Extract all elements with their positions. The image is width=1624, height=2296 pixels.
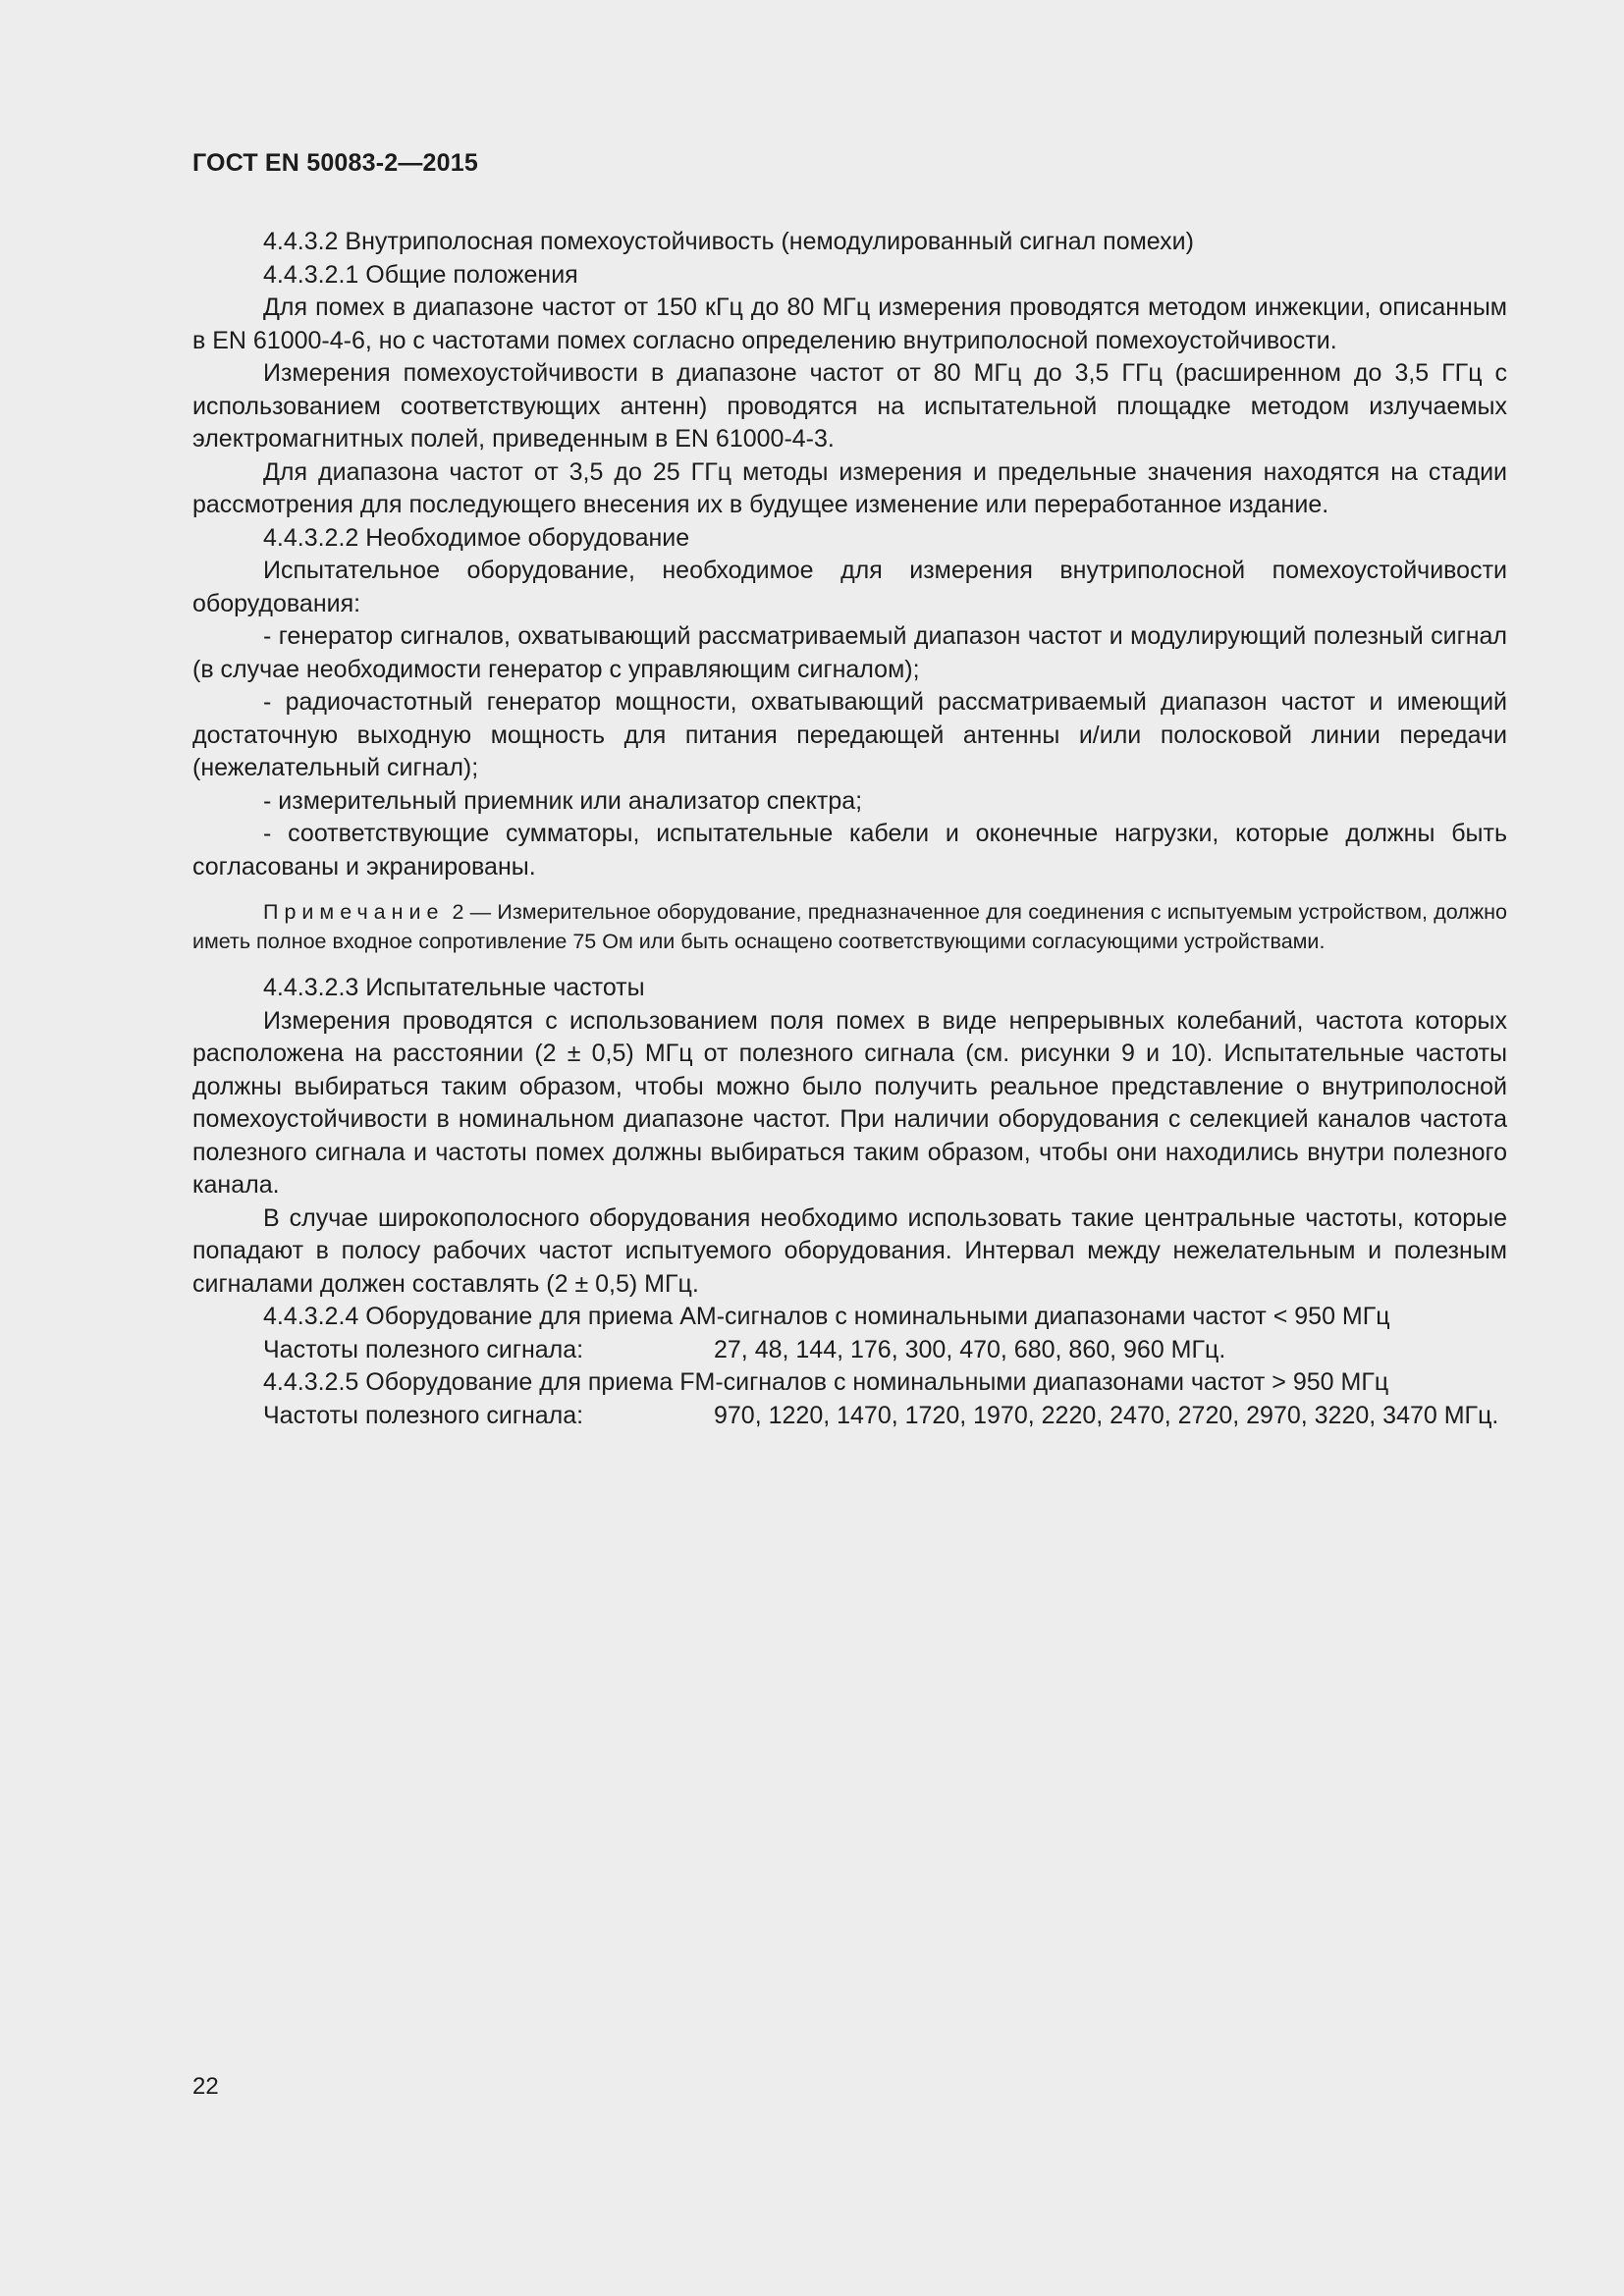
- section-heading-4-4-3-2-1: 4.4.3.2.1 Общие положения: [263, 260, 578, 289]
- list-item-combiners: - соответствующие сумматоры, испытательные кабели и оконечные нагрузки, которые должны быть согласованы и экранированы.: [192, 820, 1507, 881]
- note-block: [192, 897, 1507, 956]
- list-item-signal-generator: - генератор сигналов, охватывающий рассматриваемый диапазон частот и модулирующий полезный сигнал (в случае необходимости генератор с управляющим сигналом);: [192, 622, 1507, 683]
- paragraph-wideband: В случае широкополосного оборудования необходимо использовать такие центральные частоты, которые попадают в полосу рабочих частот испытуемого оборудования. Интервал между нежелательным и полезным сигналами должен составлять (2 ± 0,5) МГц.: [192, 1203, 1507, 1298]
- freq-fm-label: Частоты полезного сигнала:: [263, 1401, 584, 1429]
- list-item-receiver: - измерительный приемник или анализатор спектра;: [263, 786, 863, 815]
- paragraph-test-frequencies: Измерения проводятся с использованием поля помех в виде непрерывных колебаний, частота которых расположена на расстоянии (2 ± 0,5) МГц от полезного сигнала (см. рисунки 9 и 10). Испытательные частоты должны выбираться таким образом, чтобы можно было получить реальное представление о внутриполосной помехоустойчивости в номинальном диапазоне частот. При наличии оборудования с селекцией каналов частота полезного сигнала и частоты помех должны выбираться таким образом, чтобы они находились внутри полезного канала.: [192, 1006, 1507, 1199]
- list-item-power-generator: - радиочастотный генератор мощности, охватывающий рассматриваемый диапазон частот и имеющий достаточную выходную мощность для питания передающей антенны и/или полосковой линии передачи (нежелательный сигнал);: [192, 688, 1507, 781]
- paragraph-radiated-fields: Измерения помехоустойчивости в диапазоне частот от 80 МГц до 3,5 ГГц (расширенном до 3,5 ГГц с использованием соответствующих антенн) проводятся на испытательной площадке методом излучаемых электромагнитных полей, приведенным в EN 61000-4-3.: [192, 359, 1507, 453]
- freq-row-am: [192, 1334, 1507, 1367]
- section-heading-4-4-3-2-2: 4.4.3.2.2 Необходимое оборудование: [263, 523, 690, 552]
- page-number: 22: [192, 2073, 219, 2100]
- section-heading-4-4-3-2-3: 4.4.3.2.3 Испытательные частоты: [263, 974, 645, 1001]
- paragraph-injection-method: Для помех в диапазоне частот от 150 кГц до 80 МГц измерения проводятся методом инжекции, описанным в EN 61000-4-6, но с частотами помех согласно определению внутриполосной помехоустойчивости.: [192, 294, 1507, 354]
- freq-am-values: 27, 48, 144, 176, 300, 470, 680, 860, 960 МГц.: [714, 1335, 1226, 1363]
- section-heading-4-4-3-2-4: 4.4.3.2.4 Оборудование для приема АМ-сигналов с номинальными диапазонами частот < 950 МГц: [263, 1303, 1390, 1330]
- section-heading-4-4-3-2: 4.4.3.2 Внутриполосная помехоустойчивость (немодулированный сигнал помехи): [263, 228, 1194, 255]
- section-heading-4-4-3-2-5: 4.4.3.2.5 Оборудование для приема FM-сигналов с номинальными диапазонами частот > 950 МГц: [263, 1368, 1389, 1396]
- paragraph-high-frequency: Для диапазона частот от 3,5 до 25 ГГц методы измерения и предельные значения находятся на стадии рассмотрения для последующего внесения их в будущее изменение или переработанное издание.: [192, 457, 1507, 518]
- freq-fm-values: 970, 1220, 1470, 1720, 1970, 2220, 2470, 2720, 2970, 3220, 3470 МГц.: [714, 1401, 1499, 1429]
- freq-am-label: Частоты полезного сигнала:: [263, 1335, 584, 1363]
- paragraph-equipment-intro: Испытательное оборудование, необходимое для измерения внутриполосной помехоустойчивости оборудования:: [192, 557, 1507, 617]
- note-label: Примечание: [263, 900, 445, 924]
- note-text: 2 — Измерительное оборудование, предназначенное для соединения с испытуемым устройством, должно иметь полное входное сопротивление 75 Ом или быть оснащено соответствующими согласующими устройствами.: [192, 900, 1507, 953]
- freq-row-fm: [192, 1400, 1507, 1433]
- document-body: [192, 226, 1507, 1432]
- document-header: ГОСТ EN 50083-2—2015: [192, 149, 478, 177]
